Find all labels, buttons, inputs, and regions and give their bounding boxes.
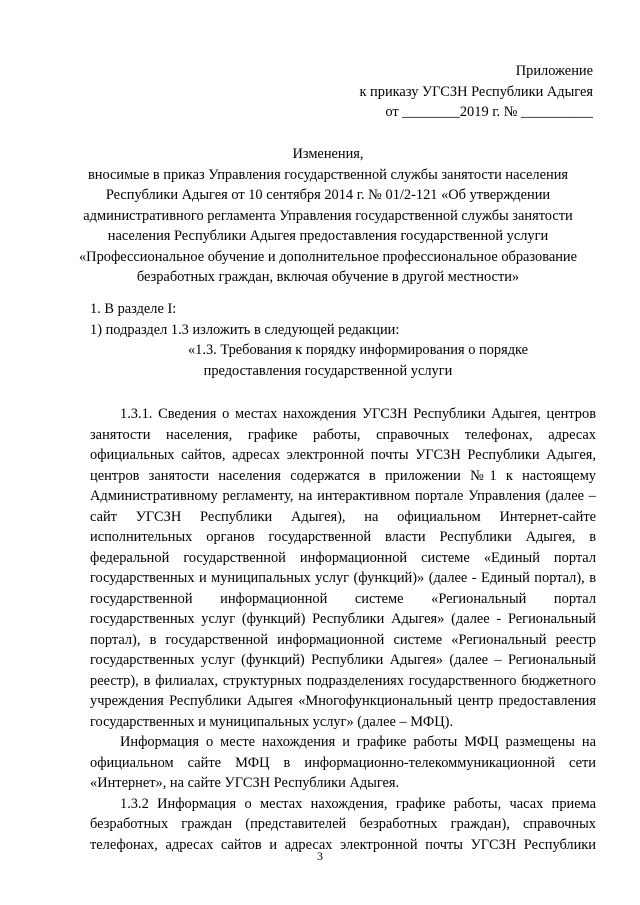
title-line: административного регламента Управления государственной службы занятости xyxy=(83,207,573,224)
section-heading: 1. В разделе I: xyxy=(90,301,177,317)
document-title xyxy=(60,144,596,288)
paragraph-mfc-info xyxy=(90,732,596,794)
text-line: «Интернет», на сайте УГСЗН Республики Адыгея. xyxy=(90,775,400,791)
title-line: Республики Адыгея от 10 сентября 2014 г. № 01/2-121 «Об утверждении xyxy=(105,187,551,203)
text-line: государственных и муниципальных услуг» (далее – МФЦ). xyxy=(90,713,454,730)
text-line: учреждения Республики Адыгея «Многофункциональный центр предоставления xyxy=(90,693,596,709)
text-line: государственных и муниципальных услуг (функций)» (далее - Единый портал), в xyxy=(90,570,596,586)
text-line: портал), в государственной информационной системе «Региональный реестр xyxy=(90,631,596,648)
text-line: занятости населения, графике работы, справочных телефонах, адресах xyxy=(90,426,596,443)
section-instruction: 1) подраздел 1.3 изложить в следующей редакции: xyxy=(90,321,400,338)
order-date-number: от ________2019 г. № __________ xyxy=(385,104,593,120)
subsection-title-line: «1.3. Требования к порядку информирования о порядке xyxy=(187,342,529,358)
page-number: 3 xyxy=(317,849,323,863)
title-line: Изменения, xyxy=(292,146,364,162)
subsection-title-line: предоставления государственной услуги xyxy=(203,362,453,379)
text-line: 1.3.2 Информация о местах нахождения, графике работы, часах приема xyxy=(120,795,596,812)
appendix-label: Приложение xyxy=(515,63,593,79)
text-line: телефонах, адресах сайтов и адресах электронной почты УГСЗН Республики xyxy=(90,836,596,853)
text-line: центров занятости населения содержатся в приложении №1 к настоящему xyxy=(90,467,596,484)
title-line: вносимые в приказ Управления государственной службы занятости населения xyxy=(87,166,569,183)
text-line: федеральной государственной информационной системе «Единый портал xyxy=(90,549,596,566)
text-line: государственных услуг (функций) Республики Адыгея» (далее - Региональный xyxy=(90,611,596,627)
text-line: сайт УГСЗН Республики Адыгея), на официальном Интернет-сайте xyxy=(90,508,596,525)
text-line: реестр), в филиалах, структурных подразделениях государственного бюджетного xyxy=(90,672,596,689)
text-line: официальном сайте МФЦ в информационно-телекоммуникационной сети xyxy=(90,754,596,771)
text-line: безработных граждан (представителей безработных граждан), справочных xyxy=(90,816,596,832)
text-line: исполнительных органов государственной власти Республики Адыгея, в xyxy=(90,529,596,545)
order-reference: к приказу УГСЗН Республики Адыгея xyxy=(359,83,593,100)
title-line: «Профессиональное обучение и дополнительное профессиональное образование xyxy=(78,248,578,265)
title-line: безработных граждан, включая обучение в другой местности» xyxy=(136,269,520,285)
text-line: Административному регламенту, на интерактивном портале Управления (далее – xyxy=(90,488,596,504)
text-line: 1.3.1. Сведения о местах нахождения УГСЗН Республики Адыгея, центров xyxy=(120,406,596,422)
document-body xyxy=(90,404,596,855)
text-line: официальных сайтов, адресах электронной почты УГСЗН Республики Адыгея, xyxy=(90,447,596,463)
paragraph-1-3-1 xyxy=(90,404,596,732)
text-line: Информация о месте нахождения и графике работы МФЦ размещены на xyxy=(120,734,596,750)
text-line: государственных услуг (функций) Республики Адыгея» (далее – Региональный xyxy=(90,652,596,668)
text-line: государственной информационной системе «Региональный портал xyxy=(90,590,596,607)
title-line: населения Республики Адыгея предоставления государственной услуги xyxy=(107,228,549,244)
subsection-title xyxy=(60,340,596,381)
approval-header xyxy=(359,61,593,123)
